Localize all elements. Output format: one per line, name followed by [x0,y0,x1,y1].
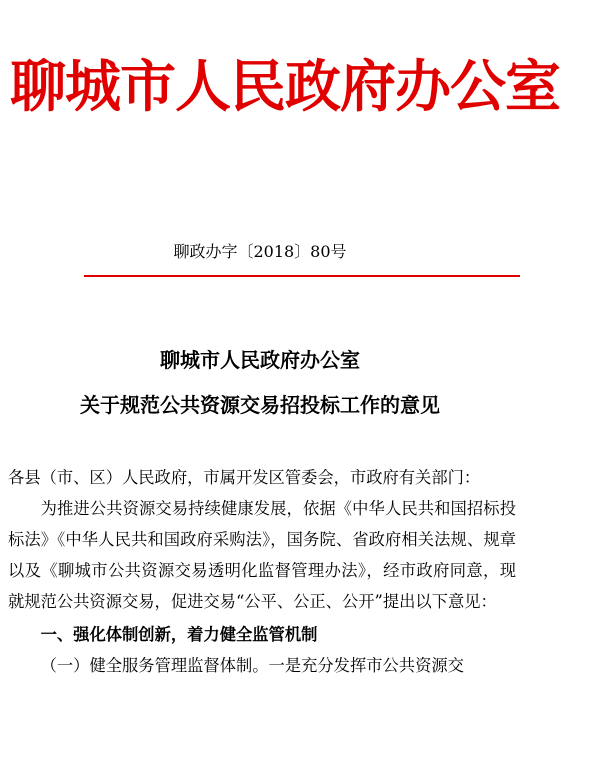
document-body [8,462,516,681]
document-title-line-1: 聊城市人民政府办公室 [160,348,360,372]
document-title-line-2: 关于规范公共资源交易招投标工作的意见 [80,393,440,417]
subsection-1: （一）健全服务管理监督体制。一是充分发挥市公共资源交 [40,656,464,675]
intro-paragraph: 为推进公共资源交易持续健康发展，依据《中华人民共和国招标投标法》《中华人民共和国政府采购法》，国务院、省政府相关法规、规章以及《聊城市公共资源交易透明化监督管理办法》，经市政府同意，现就规范公共资源交易，促进交易“公平、公正、公开”提出以下意见： [8,499,516,611]
document-number: 聊政办字〔2018〕80号 [173,242,347,261]
section-heading-1: 一、强化体制创新，着力健全监管机制 [40,625,318,644]
issuer-header: 聊城市人民政府办公室 [10,55,560,120]
red-separator-line [84,275,520,277]
salutation: 各县（市、区）人民政府，市属开发区管委会，市政府有关部门： [8,468,481,487]
